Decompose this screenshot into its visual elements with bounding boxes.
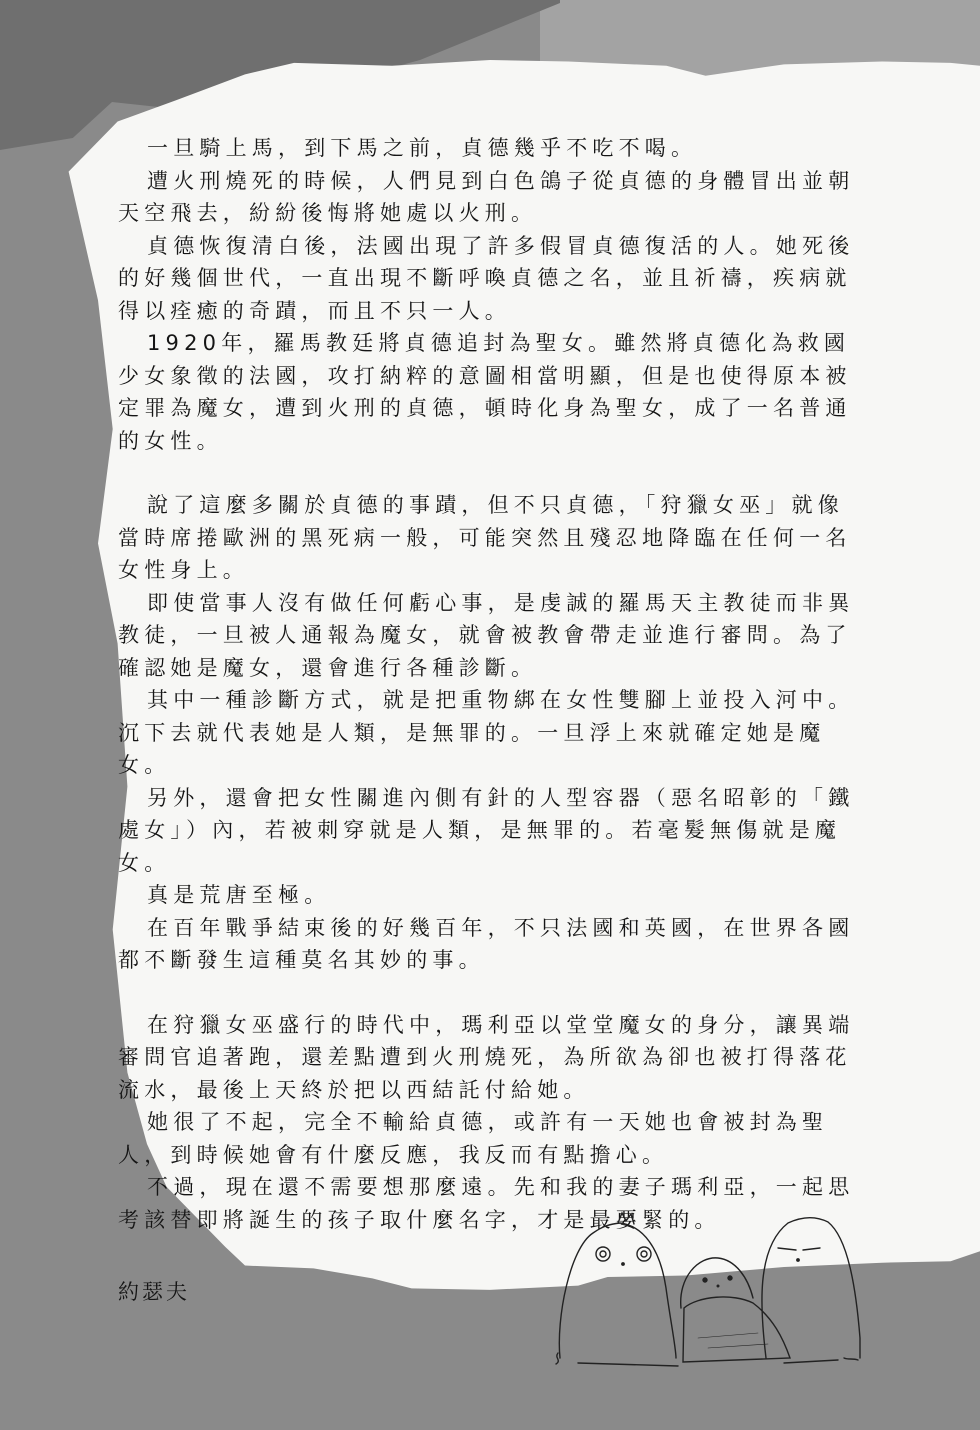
paragraph: 在百年戰爭結束後的好幾百年，不只法國和英國，在世界各國都不斷發生這種莫名其妙的事。 — [118, 915, 855, 972]
signature: 約瑟夫 — [118, 1280, 190, 1304]
paragraph: 不過，現在還不需要想那麼遠。先和我的妻子瑪利亞，一起思考該替即將誕生的孩子取什麼名字，才是最要緊的。 — [118, 1175, 855, 1232]
paragraph: 說了這麼多關於貞德的事蹟，但不只貞德，「狩獵女巫」就像當時席捲歐洲的黑死病一般，可能突然且殘忍地降臨在任何一名女性身上。 — [118, 493, 852, 582]
paragraph: 真是荒唐至極。 — [147, 883, 331, 907]
section-gap — [118, 457, 863, 489]
section-gap — [118, 977, 863, 1009]
paragraph: 另外，還會把女性關進內側有針的人型容器（惡名昭彰的「鐵處女」）內，若被刺穿就是人類，是無罪的。若毫髮無傷就是魔女。 — [118, 785, 855, 875]
paragraph: 貞德恢復清白後，法國出現了許多假冒貞德復活的人。她死後的好幾個世代，一直出現不斷呼喚貞德之名，並且祈禱，疾病就得以痊癒的奇蹟，而且不只一人。 — [118, 233, 855, 323]
paragraph: 她很了不起，完全不輸給貞德，或許有一天她也會被封為聖人，到時候她會有什麼反應，我反而有點擔心。 — [118, 1110, 829, 1167]
paragraph: 其中一種診斷方式，就是把重物綁在女性雙腳上並投入河中。沉下去就代表她是人類，是無罪的。一旦浮上來就確定她是魔女。 — [118, 688, 855, 777]
paragraph: 1920年，羅馬教廷將貞德追封為聖女。雖然將貞德化為救國少女象徵的法國，攻打納粹的意圖相當明顯，但是也使得原本被定罪為魔女，遭到火刑的貞德，頓時化身為聖女，成了一名普通的女性。 — [118, 331, 852, 453]
paragraph: 即使當事人沒有做任何虧心事，是虔誠的羅馬天主教徒而非異教徒，一旦被人通報為魔女，就會被教會帶走並進行審問。為了確認她是魔女，還會進行各種診斷。 — [118, 590, 855, 680]
chibi-characters-illustration — [548, 1208, 878, 1368]
paragraph: 遭火刑燒死的時候，人們見到白色鴿子從貞德的身體冒出並朝天空飛去，紛紛後悔將她處以火刑。 — [118, 168, 855, 225]
afterword-text — [118, 132, 863, 1309]
paragraph: 在狩獵女巫盛行的時代中，瑪利亞以堂堂魔女的身分，讓異端審問官追著跑，還差點遭到火刑燒死，為所欲為卻也被打得落花流水，最後上天終於把以西結託付給她。 — [118, 1012, 855, 1102]
paragraph: 一旦騎上馬，到下馬之前，貞德幾乎不吃不喝。 — [147, 136, 698, 160]
